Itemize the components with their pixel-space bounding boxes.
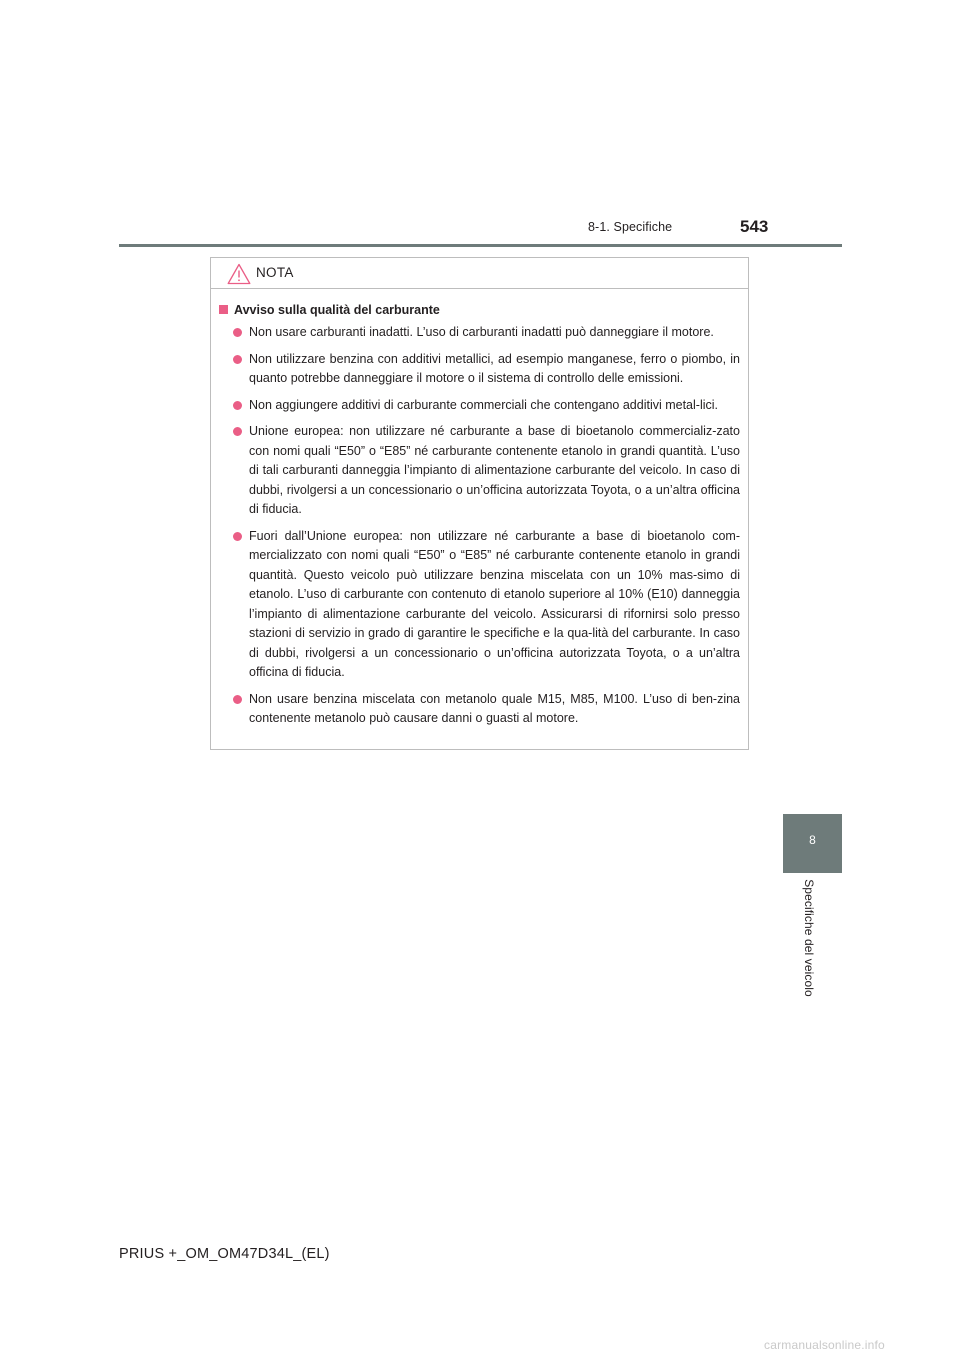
- page-number: 543: [740, 217, 769, 236]
- notice-box: [210, 257, 749, 750]
- list-item: [218, 396, 740, 416]
- bullet-dot-icon: [233, 355, 242, 364]
- notice-header: [211, 258, 748, 289]
- list-item: [218, 350, 740, 389]
- list-item-text: Non aggiungere additivi di carburante commerciali che contengano additivi metal-lici.: [249, 397, 719, 412]
- bullet-dot-icon: [233, 328, 242, 337]
- bullet-list: [218, 323, 740, 729]
- list-item: [218, 323, 740, 343]
- bullet-dot-icon: [233, 401, 242, 410]
- list-item: [218, 422, 740, 520]
- notice-title: NOTA: [256, 265, 294, 280]
- bullet-dot-icon: [233, 532, 242, 541]
- list-item-text: Unione europea: non utilizzare né carburante a base di bioetanolo commercializ-zato con nomi quali “E50” o “E85” né carburante contenente etanolo in grandi quantità. L’uso di tali carburanti danneggia l’impianto di alimentazione carburante del veicolo. In caso di dubbi, rivolgersi a un concessionario o un’officina autorizzata Toyota, o a un’altra officina di fiducia.: [249, 424, 740, 516]
- list-item-text: Non usare carburanti inadatti. L’uso di carburanti inadatti può danneggiare il motore.: [249, 325, 714, 339]
- section-heading: [218, 301, 740, 319]
- chapter-tab: [783, 814, 842, 873]
- footer-model-code: PRIUS +_OM_OM47D34L_(EL): [119, 1246, 330, 1262]
- square-bullet-icon: [219, 305, 228, 314]
- list-item-text: Non usare benzina miscelata con metanolo quale M15, M85, M100. L’uso di ben-zina contenente metanolo può causare danni o guasti al motore.: [249, 691, 740, 725]
- section-heading-text: Avviso sulla qualità del carburante: [234, 303, 440, 317]
- bullet-dot-icon: [233, 695, 242, 704]
- list-item-text: Non utilizzare benzina con additivi metallici, ad esempio manganese, ferro o piombo, in quanto potrebbe danneggiare il motore o il sistema di controllo delle emissioni.: [249, 351, 740, 385]
- header-divider: [119, 244, 842, 247]
- list-item-text: Fuori dall’Unione europea: non utilizzare né carburante a base di bioetanolo com-mercializzato con nomi quali “E50” o “E85” né carburante contenente etanolo in grandi quantità. Questo veicolo può utilizzare benzina miscelata con un 10% mas-simo di etanolo. L’uso di carburante con contenuto di etanolo superiore al 10% (E10) danneggia l’impianto di alimentazione carburante del veicolo. Assicurarsi di rifornirsi solo presso stazioni di servizio in grado di garantire le specifiche e la qua-lità del carburante. In caso di dubbi, rivolgersi a un concessionario o un’officina autorizzata Toyota, o a un’altra officina di fiducia.: [249, 528, 740, 679]
- bullet-dot-icon: [233, 427, 242, 436]
- chapter-number: 8: [809, 833, 816, 847]
- warning-triangle-icon: [227, 263, 251, 285]
- header-section-title: 8-1. Specifiche: [588, 220, 673, 234]
- notice-body: [211, 289, 748, 729]
- chapter-label: Specifiche del veicolo: [802, 879, 816, 997]
- list-item: [218, 690, 740, 729]
- watermark: carmanualsonline.info: [764, 1338, 885, 1352]
- list-item: [218, 527, 740, 683]
